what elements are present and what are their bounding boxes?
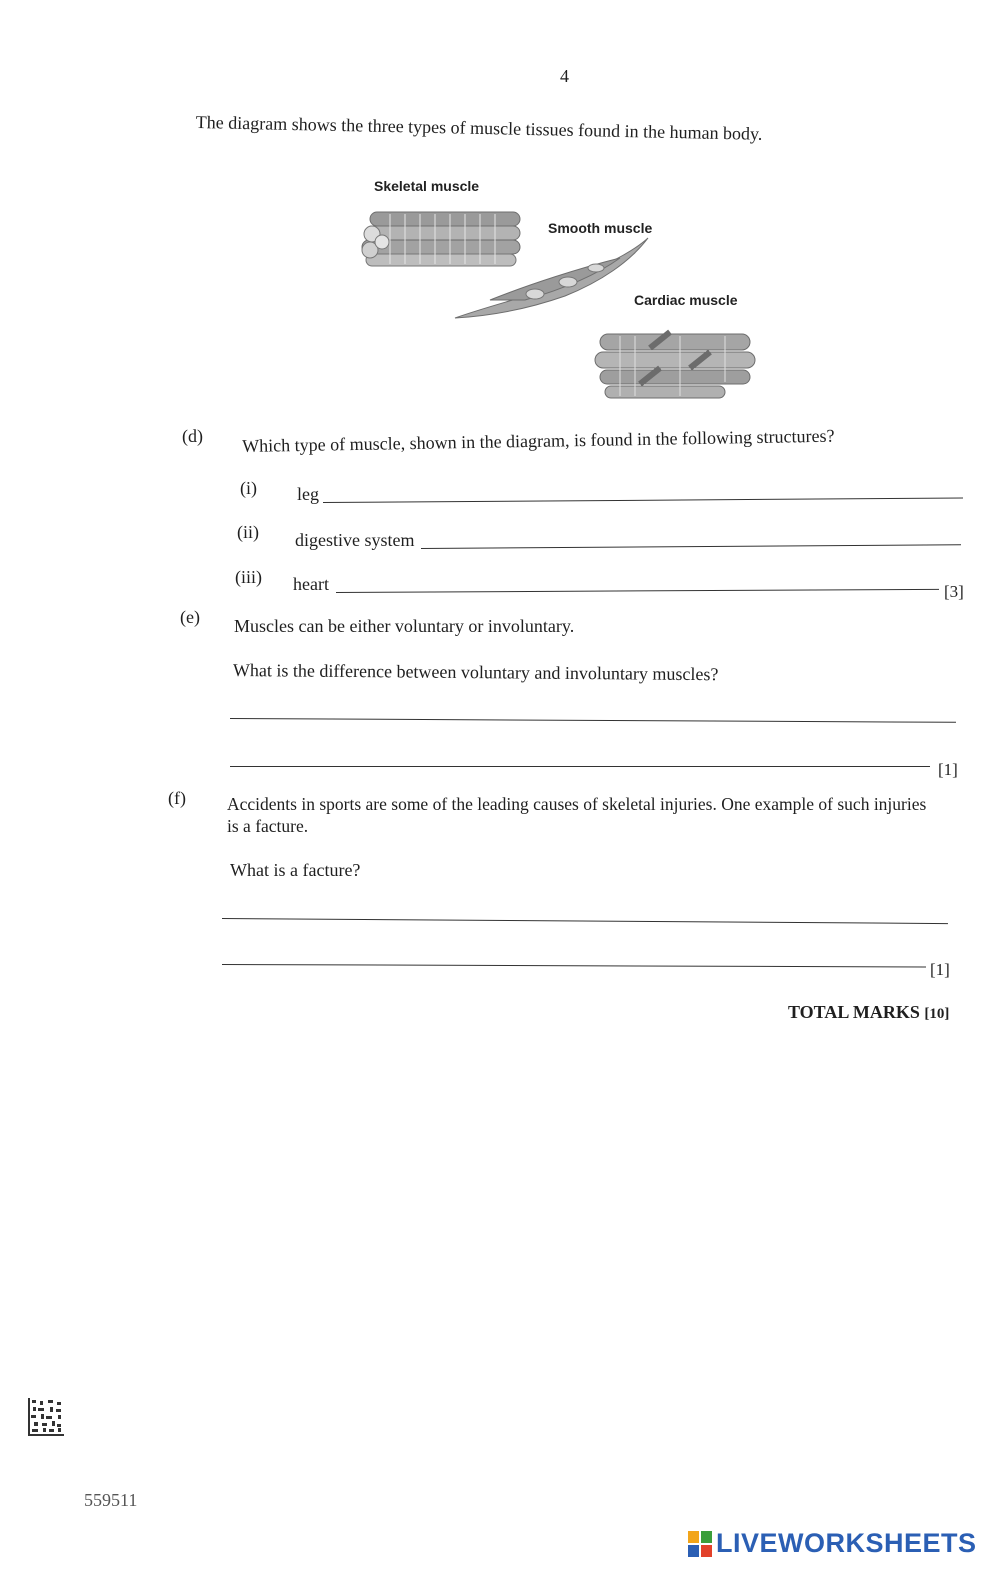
intro-text: The diagram shows the three types of muscle tissues found in the human body. bbox=[195, 112, 763, 144]
question-e-prompt: What is the difference between voluntary and involuntary muscles? bbox=[232, 660, 719, 685]
answer-input-e[interactable] bbox=[236, 694, 940, 768]
muscle-illustrations bbox=[350, 172, 780, 412]
part-iii-text: heart bbox=[293, 574, 329, 594]
question-e-marks: [1] bbox=[938, 760, 958, 779]
brand-name: LIVEWORKSHEETS bbox=[716, 1528, 977, 1558]
answer-input-digestive[interactable] bbox=[428, 524, 952, 550]
skeletal-muscle-image bbox=[362, 212, 520, 266]
barcode-icon bbox=[28, 1398, 64, 1436]
smooth-muscle-label: Smooth muscle bbox=[548, 220, 653, 236]
answer-input-leg[interactable] bbox=[330, 478, 954, 504]
part-ii-label: (ii) bbox=[237, 522, 259, 542]
question-d-marks: [3] bbox=[944, 582, 964, 601]
footer-code: 559511 bbox=[84, 1490, 138, 1510]
question-e-label: (e) bbox=[180, 607, 200, 627]
cardiac-muscle-image bbox=[595, 332, 755, 398]
total-marks-label: TOTAL MARKS bbox=[788, 1002, 920, 1022]
part-i-text: leg bbox=[297, 484, 319, 504]
answer-input-f[interactable] bbox=[228, 894, 932, 968]
liveworksheets-logo-icon bbox=[688, 1531, 712, 1557]
page-number: 4 bbox=[560, 66, 569, 86]
question-f-text-line1: Accidents in sports are some of the leading causes of skeletal injuries. One example of such injuries bbox=[227, 794, 927, 814]
question-f-prompt: What is a facture? bbox=[230, 860, 361, 880]
skeletal-muscle-label: Skeletal muscle bbox=[374, 178, 480, 194]
part-ii-text: digestive system bbox=[295, 530, 415, 550]
total-marks bbox=[788, 1002, 949, 1023]
muscle-diagram bbox=[350, 172, 780, 412]
brand-logo bbox=[688, 1528, 977, 1559]
question-d-label: (d) bbox=[182, 426, 203, 446]
part-i-label: (i) bbox=[240, 478, 257, 498]
question-d-text: Which type of muscle, shown in the diagram, is found in the following structures? bbox=[242, 425, 835, 456]
cardiac-muscle-label: Cardiac muscle bbox=[634, 292, 738, 308]
question-f-marks: [1] bbox=[930, 960, 950, 979]
part-iii-label: (iii) bbox=[235, 567, 262, 587]
question-e-text: Muscles can be either voluntary or involuntary. bbox=[234, 616, 575, 636]
question-f-text-line2: is a facture. bbox=[227, 816, 309, 836]
total-marks-value: [10] bbox=[924, 1006, 950, 1022]
answer-input-heart[interactable] bbox=[342, 568, 936, 594]
question-f-label: (f) bbox=[168, 788, 186, 808]
